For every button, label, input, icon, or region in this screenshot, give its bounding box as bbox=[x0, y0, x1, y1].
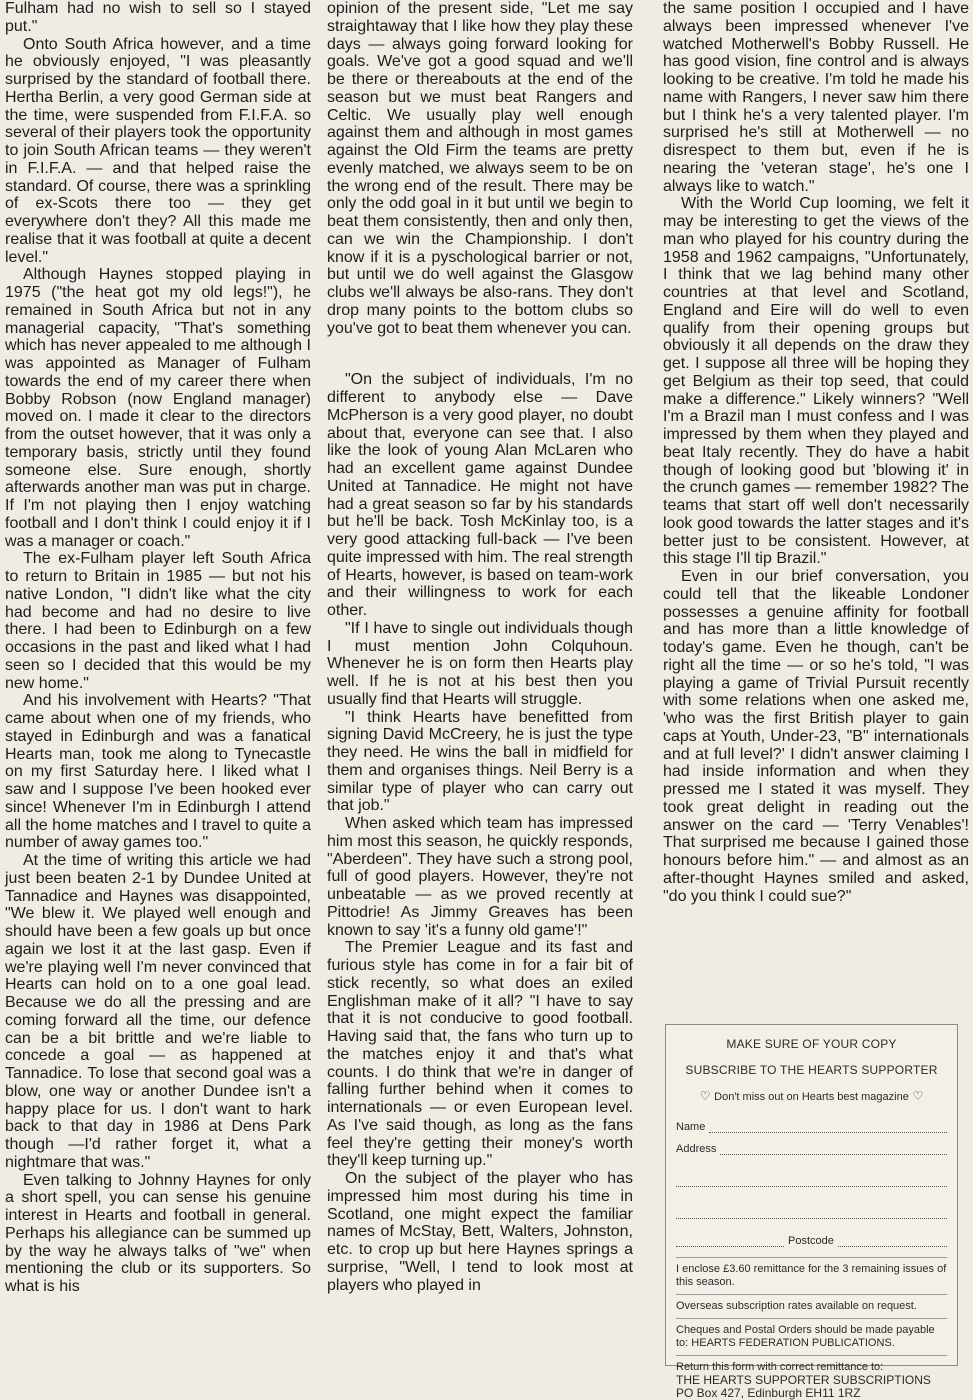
paragraph: "I think Hearts have benefitted from signing David McCreery, he is just the type they need. He wins the ball in midfield for them and organises things. Neil Berry is a similar type of player who can carry out that job." bbox=[327, 708, 633, 815]
article-column-2 bbox=[327, 0, 633, 1400]
divider bbox=[676, 1294, 947, 1295]
return-note: Return this form with correct remittance to: bbox=[676, 1361, 884, 1373]
paragraph: the same position I occupied and I have always been impressed whenever I've watched Motherwell's Bobby Russell. He has good vision, fine control and is always looking to be creative. I'm told he made his name with Rangers, I never saw him there but I think he's a very talented player. I'm surprised he's still at Motherwell — no disrespect to them but, even if he is nearing the 'veteran stage', he's one I always like to watch." bbox=[663, 0, 969, 195]
paragraph: Even talking to Johnny Haynes for only a short spell, you can sense his genuine interest in Hearts and football in general. Perhaps his allegiance can be summed up by the way he always talks of "we" when mentioning the club or its supporters. So what is his bbox=[5, 1171, 311, 1295]
paragraph: The Premier League and its fast and furious style has come in for a fair bit of stick recently, so what does an exiled Englishman make of it all? "I have to say that it is not conducive to good football. Having said that, the fans who turn up to the matches enjoy it and that's what counts. I do think that we're in danger of falling further behind when it comes to internationals — or even European level. As I've said though, as long as the fans feel they're getting their money's worth they'll keep turning up." bbox=[327, 939, 633, 1170]
paragraph: When asked which team has impressed him most this season, he quickly responds, "Aberdeen". They have such a strong pool, full of good players. However, they're not unbeatable — as we proved recently at Pittodrie! As Jimmy Greaves has been known to say 'it's a funny old game'!" bbox=[327, 815, 633, 939]
address-field[interactable] bbox=[676, 1133, 947, 1155]
cheques-text: Cheques and Postal Orders should be made payable to: HEARTS FEDERATION PUBLICATIONS. bbox=[676, 1324, 935, 1349]
postcode-label: Postcode bbox=[788, 1235, 834, 1247]
postcode-field[interactable] bbox=[676, 1219, 947, 1247]
subscription-coupon bbox=[665, 1024, 958, 1400]
address-field-line-3[interactable] bbox=[676, 1187, 947, 1219]
overseas-text: Overseas subscription rates available on request. bbox=[676, 1300, 917, 1312]
article-column-3 bbox=[663, 0, 969, 905]
name-label: Name bbox=[676, 1121, 706, 1133]
address-line[interactable] bbox=[676, 1176, 947, 1187]
paragraph: The ex-Fulham player left South Africa to return to Britain in 1985 — but not his native London, "I didn't like what the city had become and had no desire to live there. I had been to Edinburgh on a few occasions in the past and liked what I had seen so I decided that this would be my new home." bbox=[5, 550, 311, 692]
paragraph: Onto South Africa however, and a time he obviously enjoyed, "I was pleasantly surprised by the standard of football there. Hertha Berlin, a very good German side at the time, were suspended from F.I.F.A. so several of their players took the opportunity to join South African teams — they weren't in F.I.F.A. — and that helped raise the standard. Of course, there was a sprinkling of ex-Scots there too — they get everywhere don't they? All this made me realise that it was football at quite a decent level." bbox=[5, 35, 311, 266]
name-field[interactable] bbox=[676, 1111, 947, 1133]
postcode-line[interactable] bbox=[838, 1236, 947, 1247]
article-column-1 bbox=[5, 0, 311, 1400]
coupon-tagline: Don't miss out on Hearts best magazine bbox=[714, 1091, 909, 1103]
return-address-line-2: PO Box 427, Edinburgh EH11 1RZ bbox=[676, 1386, 861, 1400]
address-field-line-2[interactable] bbox=[676, 1155, 947, 1187]
paragraph: With the World Cup looming, we felt it may be interesting to get the views of the man who played for his country during the 1958 and 1962 campaigns, "Unfortunately, I think that we lag behind many other countries at that level and Scotland, England and Eire will do well to even qualify from their opening groups but obviously it all depends on the draw they get. I suppose all three will be hoping they get Belgium as their top seed, that could make a difference." Likely winners? "Well I'm a Brazil man I must confess and I was impressed by them when they played and beat Italy recently. They do have a habit though of looking good but 'blowing it' in the crunch games — remember 1982? The teams that start off well don't necessarily look good towards the latter stages and it's better just to be consistent. However, at this stage I'll tip Brazil." bbox=[663, 195, 969, 568]
paragraph: Although Haynes stopped playing in 1975 ("the heat got my old legs!"), he remained in South Africa but not in any managerial capacity, "That's something which has never appealed to me although I was appointed as Manager of Fulham towards the end of my career there when Bobby Robson (now England manager) moved on. I made it clear to the directors from the outset however, that it was only a temporary basis, strictly until they found someone else. Sure enough, shortly afterwards another man was put in charge. If I'm not playing then I enjoy watching football and I don't think I could enjoy it if I was a manager or coach." bbox=[5, 266, 311, 550]
coupon-title: MAKE SURE OF YOUR COPY bbox=[726, 1037, 897, 1051]
paragraph: Even in our brief conversation, you could tell that the likeable Londoner possesses a genuine affinity for football and has more than a little knowledge of today's game. Even he though, can't be right all the time — or so he's told, "I was playing a game of Trivial Pursuit recently with some relations when one asked me, 'who was the first British player to gain caps at Youth, Under-23, "B" internationals and at full level?' I didn't answer claiming I had inside information and when they pressed me I stated it was myself. They took great delight in reading out the answer on the card — 'Terry Venables'! That surprised me because I gained those honours before him." — and almost as an after-thought Haynes smiled and asked, "do you think I could sue?" bbox=[663, 568, 969, 905]
paragraph: Fulham had no wish to sell so I stayed put." bbox=[5, 0, 311, 35]
return-address-line-1: THE HEARTS SUPPORTER SUBSCRIPTIONS bbox=[676, 1373, 931, 1387]
postcode-line-prefix[interactable] bbox=[676, 1236, 784, 1247]
heart-icon: ♡ bbox=[912, 1089, 924, 1103]
paragraph: "If I have to single out individuals though I must mention John Colquhoun. Whenever he is on form then Hearts play well. If he is not at his best then you usually find that Hearts will struggle. bbox=[327, 619, 633, 708]
divider bbox=[676, 1318, 947, 1319]
address-label: Address bbox=[676, 1143, 717, 1155]
address-line[interactable] bbox=[720, 1144, 947, 1155]
address-line[interactable] bbox=[676, 1208, 947, 1219]
remittance-text: I enclose £3.60 remittance for the 3 remaining issues of this season. bbox=[676, 1263, 947, 1288]
paragraph: "On the subject of individuals, I'm no different to anybody else — Dave McPherson is a very good player, no doubt about that, everyone can see that. I also like the look of young Alan McLaren who had an excellent game against Dundee United at Tannadice. He might not have had a great season so far by his standards but he'll be back. Tosh McKinlay too, is a very good attacking full-back — I've been quite impressed with him. The real strength of Hearts, however, is based on team-work and their willingness to work for each other. bbox=[327, 371, 633, 619]
heart-icon: ♡ bbox=[699, 1089, 711, 1103]
coupon-tagline-row bbox=[676, 1089, 947, 1103]
paragraph: On the subject of the player who has impressed him most during his time in Scotland, one might expect the familiar names of McStay, Bett, Walters, Johnston, etc. to crop up but here Haynes springs a surprise, "Well, I tend to look most at players who played in bbox=[327, 1170, 633, 1294]
paragraph: And his involvement with Hearts? "That came about when one of my friends, who stayed in Edinburgh and was a fanatical Hearts man, took me along to Tynecastle on my first Saturday here. I liked what I saw and I suppose I've been hooked ever since! Whenever I'm in Edinburgh I attend all the home matches and I travel to quite a number of away games too." bbox=[5, 692, 311, 852]
divider bbox=[676, 1355, 947, 1356]
name-line[interactable] bbox=[709, 1122, 947, 1133]
paragraph: opinion of the present side, "Let me say straightaway that I like how they play these days — always going forward looking for goals. We've got a good squad and we'll be there or thereabouts at the end of the season but we must beat Rangers and Celtic. We usually play well enough against them and although in most games against the Old Firm the teams are pretty evenly matched, we always seem to be on the wrong end of the result. There may be only the odd goal in it but until we begin to beat them consistently, then and only then, can we win the Championship. I don't know if it is a pyschological barrier or not, but until we do well against the Glasgow clubs we'll always be also-rans. They don't drop many points to the bottom clubs so you've got to beat them whenever you can. bbox=[327, 0, 633, 337]
divider bbox=[676, 1257, 947, 1258]
coupon-subtitle: SUBSCRIBE TO THE HEARTS SUPPORTER bbox=[685, 1063, 938, 1077]
paragraph: At the time of writing this article we had just been beaten 2-1 by Dundee United at Tannadice and Haynes was disappointed, "We blew it. We played well enough and should have been a few goals up but once again we lost it at the last gasp. Even if we're playing well I'm never convinced that Hearts can hold on to a one goal lead. Because we do all the pressing and are coming forward all the time, our defence can be a bit brittle and we're liable to concede a goal — as happened at Tannadice. To lose that second goal was a blow, one way or another Dundee isn't a happy place for us. I don't want to hark back to that day in 1986 at Dens Park though —I'd rather forget it, what a nightmare that was." bbox=[5, 852, 311, 1171]
